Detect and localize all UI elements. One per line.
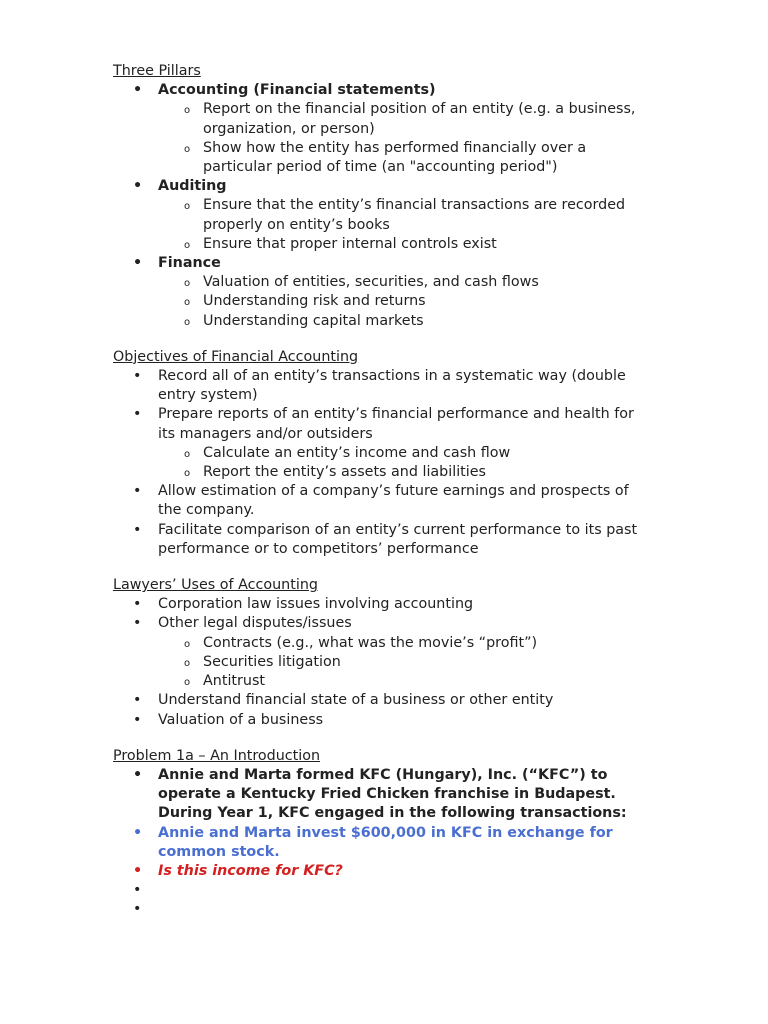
section-three-pillars bbox=[113, 62, 653, 331]
sub-list-item: o Securities litigation bbox=[113, 653, 655, 672]
sub-list-item: o Understanding capital markets bbox=[113, 312, 655, 331]
section-heading: Lawyers’ Uses of Accounting bbox=[113, 577, 318, 594]
sub-list-item: o Contracts (e.g., what was the movie’s “profit”) bbox=[113, 634, 655, 653]
section-objectives bbox=[113, 348, 653, 559]
section-heading: Problem 1a – An Introduction bbox=[113, 747, 321, 764]
sub-list-item: o Understanding risk and returns bbox=[113, 292, 655, 311]
sub-list-item: o Valuation of entities, securities, and cash flows bbox=[113, 273, 655, 292]
list-item: • Corporation law issues involving accounting bbox=[113, 595, 648, 614]
list-item: • Valuation of a business bbox=[113, 711, 648, 730]
list-item: • Understand financial state of a business or other entity bbox=[113, 691, 648, 710]
list-item: • Annie and Marta formed KFC (Hungary), Inc. (“KFC”) to operate a Kentucky Fried Chicken franchise in Budapest. During Year 1, KFC engaged in the following transactions: bbox=[113, 766, 648, 824]
section-problem-1a bbox=[113, 747, 653, 920]
list-item: • Accounting (Financial statements) bbox=[113, 81, 648, 100]
list-item: • Allow estimation of a company’s future earnings and prospects of the company. bbox=[113, 482, 648, 520]
list-item: • Other legal disputes/issues bbox=[113, 614, 648, 633]
sub-list-item: o Ensure that the entity’s financial transactions are recorded properly on entity’s books bbox=[113, 196, 655, 234]
section-heading: Three Pillars bbox=[113, 63, 201, 79]
list-item: • Prepare reports of an entity’s financial performance and health for its managers and/or outsiders bbox=[113, 405, 648, 443]
list-item: • Facilitate comparison of an entity’s current performance to its past performance or to competitors’ performance bbox=[113, 521, 648, 559]
sub-list-item: o Show how the entity has performed financially over a particular period of time (an "accounting period") bbox=[113, 139, 655, 177]
list-item: • Auditing bbox=[113, 177, 648, 196]
list-item: • Finance bbox=[113, 254, 648, 273]
list-item: • Record all of an entity’s transactions in a systematic way (double entry system) bbox=[113, 367, 648, 405]
empty-list-item bbox=[113, 881, 648, 900]
sub-list-item: o Calculate an entity’s income and cash flow bbox=[113, 444, 655, 463]
sub-list-item: o Report on the financial position of an entity (e.g. a business, organization, or person) bbox=[113, 100, 655, 138]
sub-list-item: o Ensure that proper internal controls exist bbox=[113, 235, 655, 254]
section-lawyers-uses bbox=[113, 576, 653, 730]
list-item-highlight-blue: • Annie and Marta invest $600,000 in KFC in exchange for common stock. bbox=[113, 824, 648, 862]
sub-list-item: o Antitrust bbox=[113, 672, 655, 691]
document-page bbox=[113, 62, 653, 937]
empty-list-item bbox=[113, 900, 648, 919]
list-item-question-red: • Is this income for KFC? bbox=[113, 862, 648, 881]
section-heading: Objectives of Financial Accounting bbox=[113, 348, 359, 365]
sub-list-item: o Report the entity’s assets and liabilities bbox=[113, 463, 655, 482]
